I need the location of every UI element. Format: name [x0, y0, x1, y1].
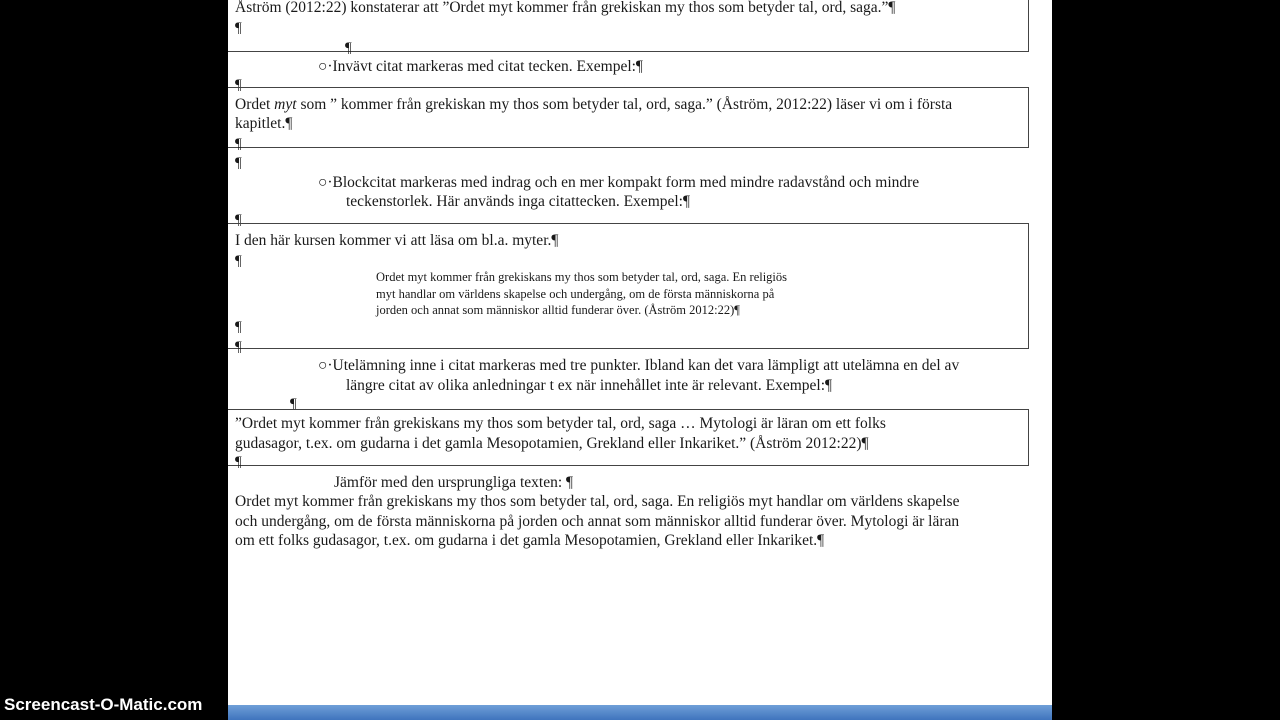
pilcrow: ¶ [235, 20, 242, 36]
ellipsis-quote-line2: gudasagor, t.ex. om gudarna i det gamla Mesopotamien, Grekland eller Inkariket.” (Åström 2012:22)¶ [235, 435, 869, 452]
original-text-line1: Ordet myt kommer från grekiskans my thos som betyder tal, ord, saga. En religiös myt handlar om världens skapelse [235, 493, 960, 510]
inline-quote-example-line2: kapitlet.¶ [235, 115, 293, 132]
block-quote-line1: Ordet myt kommer från grekiskans my thos som betyder tal, ord, saga. En religiös [376, 270, 788, 284]
original-text-line3: om ett folks gudasagor, t.ex. om gudarna i det gamla Mesopotamien, Grekland eller Inkariket.¶ [235, 532, 825, 549]
original-text-line2: och undergång, om de första människorna på jorden och annat som människor alltid funderar över. Mytologi är läran [235, 513, 960, 530]
paragraph-intro-quote: Åström (2012:22) konstaterar att ”Ordet myt kommer från grekiskan my thos som betyder tal, ord, saga.”¶ [235, 0, 896, 16]
pilcrow: ¶ [345, 40, 352, 56]
inline-quote-example-line1: Ordet myt som ” kommer från grekiskan my thos som betyder tal, ord, saga.” (Åström, 2012:22) läser vi om i första [235, 96, 953, 113]
screencast-watermark: Screencast-O-Matic.com [4, 695, 203, 714]
bullet-ellipsis-line1: ○·Utelämning inne i citat markeras med tre punkter. Ibland kan det vara lämpligt att utelämna en del av [318, 357, 960, 374]
status-bar [228, 705, 1052, 720]
pilcrow: ¶ [235, 155, 242, 171]
pilcrow: ¶ [290, 396, 297, 412]
pilcrow: ¶ [235, 454, 242, 470]
pilcrow: ¶ [235, 253, 242, 269]
bullet-inline-quote: ○·Invävt citat markeras med citat tecken. Exempel:¶ [318, 58, 643, 75]
pilcrow: ¶ [235, 339, 242, 355]
compare-heading: Jämför med den ursprungliga texten: ¶ [334, 474, 574, 491]
pilcrow: ¶ [235, 136, 242, 152]
ellipsis-quote-line1: ”Ordet myt kommer från grekiskans my thos som betyder tal, ord, saga … Mytologi är läran om ett folks [235, 415, 886, 432]
bullet-block-quote-line2: teckenstorlek. Här används inga citattecken. Exempel:¶ [346, 193, 691, 210]
bullet-block-quote-line1: ○·Blockcitat markeras med indrag och en mer kompakt form med mindre radavstånd och mindre [318, 174, 920, 191]
document-page[interactable] [228, 0, 1052, 705]
pilcrow: ¶ [235, 319, 242, 335]
pilcrow: ¶ [235, 212, 242, 228]
block-quote-intro: I den här kursen kommer vi att läsa om bl.a. myter.¶ [235, 232, 559, 249]
block-quote-line2: myt handlar om världens skapelse och undergång, om de första människorna på [376, 287, 775, 301]
block-quote-line3: jorden och annat som människor alltid funderar över. (Åström 2012:22)¶ [376, 303, 740, 317]
bullet-ellipsis-line2: längre citat av olika anledningar t ex när innehållet inte är relevant. Exempel:¶ [346, 377, 833, 394]
pilcrow: ¶ [235, 77, 242, 93]
